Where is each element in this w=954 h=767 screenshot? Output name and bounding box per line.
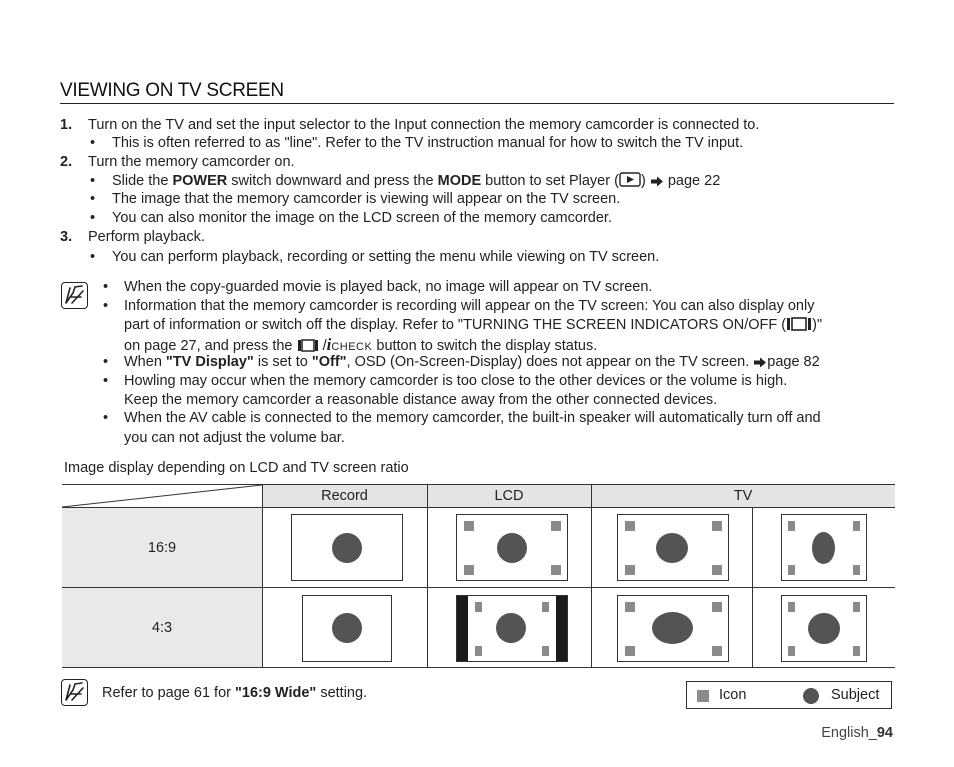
icon-marker (712, 646, 722, 656)
step-number: 1. (60, 117, 73, 133)
mode-label: MODE (437, 173, 482, 189)
step-2 (60, 153, 295, 171)
display-icon (786, 317, 812, 337)
icon-marker (853, 646, 860, 656)
record-16-9-screen (291, 514, 403, 581)
subject-circle (496, 613, 526, 643)
wide-setting-label: "16:9 Wide" (235, 685, 317, 701)
icon-marker (475, 646, 482, 656)
table-subtitle: Image display depending on LCD and TV screen ratio (64, 460, 409, 476)
column-header-record: Record (321, 488, 368, 504)
bullet-text: This is often referred to as "line". Refer to the TV instruction manual for how to switch the TV input. (112, 135, 744, 151)
legend-box (686, 681, 892, 709)
icon-marker (853, 521, 860, 531)
lcd-16-9-screen (456, 514, 568, 581)
note-text: Refer to page 61 for (102, 685, 235, 701)
bullet-text: button to set Player ( (481, 173, 619, 189)
icon-marker (542, 646, 549, 656)
row-label-16-9: 16:9 (147, 540, 177, 556)
subject-circle (808, 613, 840, 644)
bullet-text: The image that the memory camcorder is viewing will appear on the TV screen. (112, 191, 621, 207)
tv-display-label: "TV Display" (165, 354, 254, 370)
bottom-note (102, 685, 367, 701)
note-item: • When the AV cable is connected to the memory camcorder, the built-in speaker will automatically turn off and (103, 409, 893, 428)
note-text: / (322, 338, 327, 354)
tv-16-9-standard-screen (781, 514, 867, 581)
table-border (427, 484, 428, 668)
bullet-item: • You can also monitor the image on the LCD screen of the memory camcorder. (90, 210, 612, 226)
icon-marker (625, 602, 635, 612)
page-number: 94 (876, 725, 893, 741)
page-title: VIEWING ON TV SCREEN (60, 80, 284, 101)
page-footer (821, 725, 893, 741)
bullet-text: switch downward and press the (227, 173, 438, 189)
note-item: • Howling may occur when the memory camcorder is too close to the other devices or the volume is high. (103, 372, 893, 391)
note-text: When the copy-guarded movie is played back, no image will appear on TV screen. (124, 279, 653, 295)
corner-diagonal (62, 484, 262, 508)
bullet-item: • You can perform playback, recording or setting the menu while viewing on TV screen. (90, 249, 660, 265)
subject-circle (497, 533, 527, 563)
note-text: , OSD (On-Screen-Display) does not appear on the TV screen. (346, 354, 750, 370)
step-text: Turn on the TV and set the input selector to the Input connection the memory camcorder is connected to. (88, 117, 760, 133)
record-4-3-screen (302, 595, 392, 662)
step-number: 2. (60, 154, 73, 170)
icon-marker (551, 565, 561, 575)
icon-marker (788, 565, 795, 575)
tv-4-3-standard-screen (781, 595, 867, 662)
subject-ellipse (652, 612, 693, 644)
subject-circle (812, 532, 835, 564)
step-text: Perform playback. (88, 229, 205, 245)
note-text: is set to (253, 354, 312, 370)
note-item: • Information that the memory camcorder is recording will appear on the TV screen: You can also display only (103, 297, 893, 316)
icon-marker (475, 602, 482, 612)
lcd-4-3-screen (456, 595, 568, 662)
note-text-line (124, 316, 822, 337)
arrow-icon (650, 174, 664, 192)
note-text-line: you can not adjust the volume bar. (124, 430, 345, 446)
icon-marker (788, 602, 795, 612)
legend-subject-swatch (803, 688, 819, 704)
player-mode-icon (619, 172, 641, 192)
note-text-line: Keep the memory camcorder a reasonable distance away from the other connected devices. (124, 392, 718, 408)
off-label: "Off" (311, 354, 347, 370)
note-item: • When "TV Display" is set to "Off", OSD (On-Screen-Display) does not appear on the TV screen. page 82 (103, 353, 893, 374)
column-header-lcd: LCD (494, 488, 524, 504)
column-header-tv: TV (733, 488, 753, 504)
icon-marker (542, 602, 549, 612)
icon-marker (712, 565, 722, 575)
table-border (62, 587, 895, 588)
row-label-4-3: 4:3 (151, 620, 173, 636)
bullet-item: • The image that the memory camcorder is viewing will appear on the TV screen. (90, 191, 621, 207)
tv-4-3-wide-screen (617, 595, 729, 662)
note-text: setting. (316, 685, 368, 701)
title-divider (60, 103, 894, 104)
icon-marker (625, 646, 635, 656)
bullet-text: Slide the (112, 173, 173, 189)
icon-marker (464, 565, 474, 575)
legend-subject-label: Subject (831, 687, 880, 703)
footer-language: English_ (821, 725, 877, 741)
bullet-text: ) (640, 173, 646, 189)
note-text: Information that the memory camcorder is recording will appear on the TV screen: You can also display only (124, 298, 815, 314)
icon-marker (853, 602, 860, 612)
subject-circle (332, 613, 362, 643)
bullet-text: You can also monitor the image on the LCD screen of the memory camcorder. (112, 210, 612, 226)
note-item: • When the copy-guarded movie is played back, no image will appear on TV screen. (103, 278, 893, 297)
table-border (752, 507, 753, 668)
pillarbox-left (457, 596, 468, 661)
step-text: Turn the memory camcorder on. (88, 154, 295, 170)
legend-icon-swatch (697, 690, 709, 702)
note-text: When the AV cable is connected to the memory camcorder, the built-in speaker will automatically turn off and (124, 410, 821, 426)
legend-icon-label: Icon (719, 687, 747, 703)
bullet-item: • Slide the POWER switch downward and press the MODE button to set Player ( ) page 22 (90, 172, 720, 192)
page-reference: page 82 (767, 354, 820, 370)
table-border (262, 484, 263, 668)
note-icon (61, 679, 88, 706)
table-border (62, 667, 895, 668)
subject-circle (656, 533, 688, 563)
table-border (591, 484, 592, 668)
bullet-item: • This is often referred to as "line". Refer to the TV instruction manual for how to switch the TV input. (90, 135, 744, 151)
info-icon: i (326, 335, 332, 354)
step-3 (60, 228, 205, 246)
icon-marker (625, 521, 635, 531)
subject-circle (332, 533, 362, 563)
icon-marker (712, 602, 722, 612)
power-label: POWER (172, 173, 228, 189)
pillarbox-right (556, 596, 567, 661)
page-reference: page 22 (667, 173, 721, 189)
step-1 (60, 116, 759, 134)
step-number: 3. (60, 229, 73, 245)
note-icon (61, 282, 88, 309)
bullet-text: You can perform playback, recording or setting the menu while viewing on TV screen. (112, 249, 660, 265)
note-text: button to switch the display status. (376, 338, 598, 354)
note-text: Howling may occur when the memory camcorder is too close to the other devices or the volume is high. (124, 373, 788, 389)
note-text: When (124, 354, 166, 370)
icon-marker (853, 565, 860, 575)
icon-marker (712, 521, 722, 531)
note-text: )" (812, 317, 823, 333)
icon-marker (625, 565, 635, 575)
tv-16-9-wide-screen (617, 514, 729, 581)
icon-marker (788, 646, 795, 656)
icon-marker (551, 521, 561, 531)
note-text: part of information or switch off the display. Refer to "TURNING THE SCREEN INDICATORS ON/OFF ( (124, 317, 787, 333)
icon-marker (788, 521, 795, 531)
icon-marker (464, 521, 474, 531)
check-label: CHECK (331, 341, 373, 353)
note-text: on page 27, and press the (124, 338, 293, 354)
